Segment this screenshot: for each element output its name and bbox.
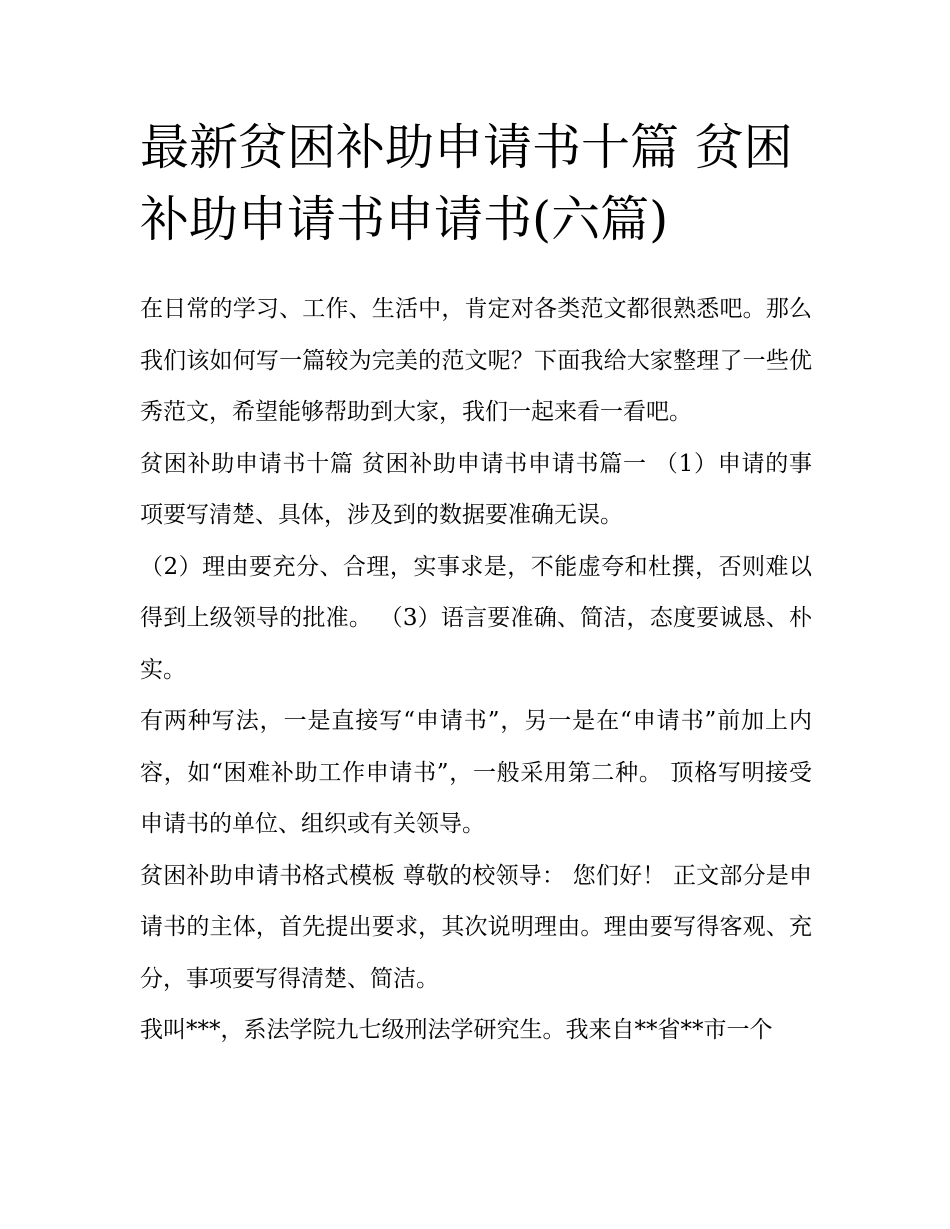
paragraph-intro: 在日常的学习、工作、生活中，肯定对各类范文都很熟悉吧。那么我们该如何写一篇较为完美的范文呢？下面我给大家整理了一些优秀范文，希望能够帮助到大家，我们一起来看一看吧。 <box>140 296 812 425</box>
document-body <box>140 284 812 1057</box>
title-line-2: 补助申请书申请书(六篇) <box>140 191 669 248</box>
paragraph-format-template: 贫困补助申请书格式模板 尊敬的校领导： 您们好！ 正文部分是申请书的主体，首先提出要求，其次说明理由。理由要写得客观、充分，事项要写得清楚、简洁。 <box>140 862 812 992</box>
paragraph-writing-methods: 有两种写法，一是直接写“申请书”，另一是在“申请书”前加上内容，如“困难补助工作申请书”，一般采用第二种。 顶格写明接受申请书的单位、组织或有关领导。 <box>140 708 812 837</box>
paragraph-self-introduction: 我叫***，系法学院九七级刑法学研究生。我来自**省**市一个 <box>140 1017 773 1043</box>
paragraph-items-2-3: （2）理由要充分、合理，实事求是，不能虚夸和杜撰，否则难以得到上级领导的批准。 （3）语言要准确、简洁，态度要诚恳、朴实。 <box>140 553 812 683</box>
document-title <box>140 112 812 256</box>
title-line-1: 最新贫困补助申请书十篇 贫困 <box>140 119 793 176</box>
paragraph-item-1: 贫困补助申请书十篇 贫困补助申请书申请书篇一 （1）申请的事项要写清楚、具体，涉及到的数据要准确无误。 <box>140 450 812 528</box>
document-page <box>140 112 812 1057</box>
